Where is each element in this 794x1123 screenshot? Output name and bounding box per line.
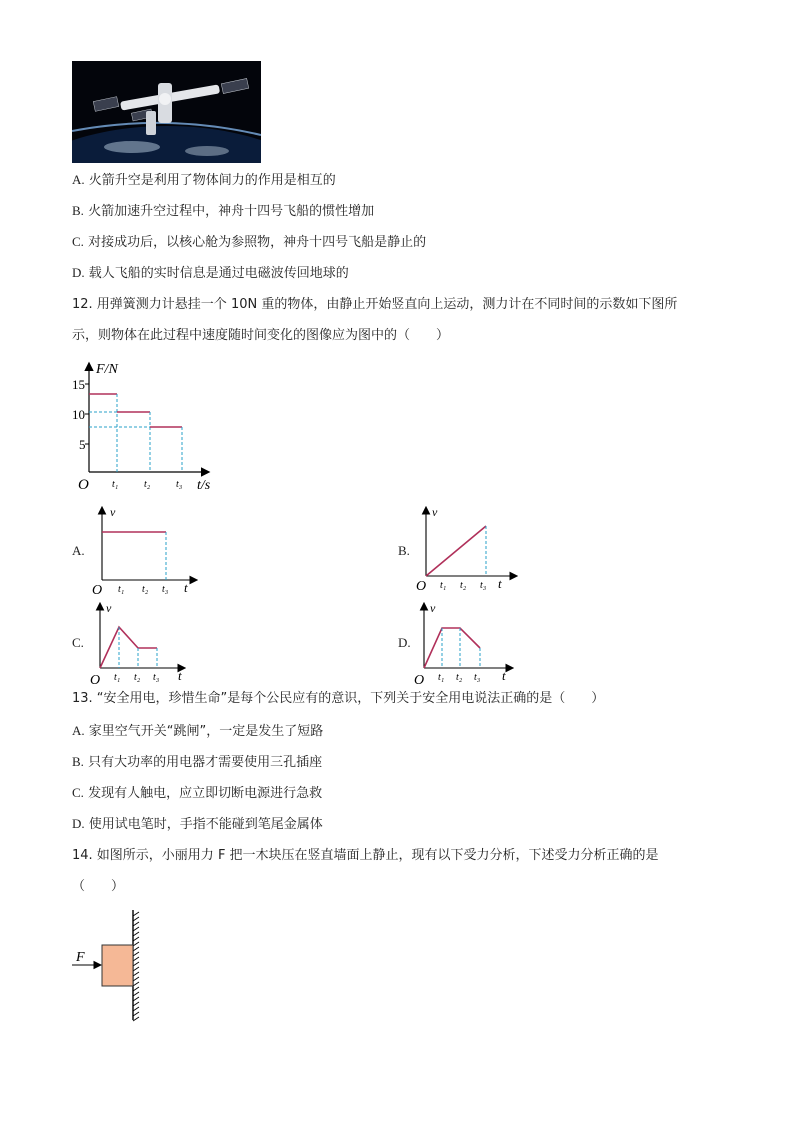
q11-option-b: B. 火箭加速升空过程中，神舟十四号飞船的惯性增加 xyxy=(72,203,375,219)
svg-text:t₁: t₁ xyxy=(440,580,447,591)
choice-b-letter: B. xyxy=(398,543,410,558)
hatch-stroke xyxy=(133,947,139,951)
q13-option-b: B. 只有大功率的用电器才需要使用三孔插座 xyxy=(72,754,323,770)
svg-text:v: v xyxy=(430,601,436,615)
svg-text:t₂: t₂ xyxy=(142,584,149,595)
q14-stem-line1: 14. 如图所示，小丽用力 F 把一木块压在竖直墙面上静止，现有以下受力分析，下述受力分析正确的是 xyxy=(72,848,659,863)
hatch-stroke xyxy=(133,992,139,996)
f-axis-label: F/N xyxy=(96,362,118,377)
hatch-stroke xyxy=(133,1007,139,1011)
svg-text:t₂: t₂ xyxy=(456,672,463,683)
svg-text:O: O xyxy=(414,673,425,688)
q12-stem-line2: 示，则物体在此过程中速度随时间变化的图像应为图中的（ ） xyxy=(72,328,450,343)
q13-stem: 13. “安全用电，珍惜生命”是每个公民应有的意识，下列关于安全用电说法正确的是（ ） xyxy=(72,691,605,706)
hatch-stroke xyxy=(133,932,139,936)
block-wall-diagram xyxy=(70,908,150,1024)
choice-d-dashes xyxy=(442,628,480,668)
q11-option-a: A. 火箭升空是利用了物体间力的作用是相互的 xyxy=(72,172,336,188)
svg-text:v: v xyxy=(432,505,438,519)
wall-hatching xyxy=(133,912,139,1021)
hatch-stroke xyxy=(133,922,139,926)
hatch-stroke xyxy=(133,917,139,921)
svg-text:O: O xyxy=(92,583,103,598)
hatch-stroke xyxy=(133,997,139,1001)
svg-text:t₃: t₃ xyxy=(153,672,160,683)
q13-option-a: A. 家里空气开关“跳闸”，一定是发生了短路 xyxy=(72,723,324,739)
q12-stem-line1: 12. 用弹簧测力计悬挂一个 10N 重的物体，由静止开始竖直向上运动，测力计在不同时间的示数如下图所 xyxy=(72,297,678,312)
hatch-stroke xyxy=(133,987,139,991)
hatch-stroke xyxy=(133,927,139,931)
choice-b-graph xyxy=(414,502,529,598)
f-tick-15: 15 xyxy=(72,377,85,392)
q14-stem-line2: （ ） xyxy=(72,879,125,894)
hatch-stroke xyxy=(133,942,139,946)
q13-option-d: D. 使用试电笔时，手指不能碰到笔尾金属体 xyxy=(72,816,323,832)
f-axis-x-label: t/s xyxy=(197,478,211,493)
hatch-stroke xyxy=(133,1002,139,1006)
q11-option-d: D. 载人飞船的实时信息是通过电磁波传回地球的 xyxy=(72,265,349,281)
q11-option-c: C. 对接成功后，以核心舱为参照物，神舟十四号飞船是静止的 xyxy=(72,234,427,250)
choice-a-letter: A. xyxy=(72,543,85,558)
f-tick-t2: t₂ xyxy=(144,479,151,490)
choice-d-curve xyxy=(424,628,480,668)
hatch-stroke xyxy=(133,1017,139,1021)
svg-text:t₂: t₂ xyxy=(460,580,467,591)
svg-text:t₁: t₁ xyxy=(114,672,121,683)
choice-c-letter: C. xyxy=(72,635,84,650)
f-origin: O xyxy=(78,477,89,493)
choice-d-graph xyxy=(414,600,524,690)
svg-text:O: O xyxy=(90,673,101,688)
svg-text:O: O xyxy=(416,579,427,594)
space-station-photo xyxy=(72,61,261,163)
f-tick-5: 5 xyxy=(79,437,86,452)
svg-text:t₃: t₃ xyxy=(480,580,487,591)
hatch-stroke xyxy=(133,977,139,981)
choice-c-curve xyxy=(100,627,157,668)
svg-text:t₁: t₁ xyxy=(118,584,125,595)
hatch-stroke xyxy=(133,982,139,986)
svg-text:t: t xyxy=(502,668,506,683)
svg-text:t₃: t₃ xyxy=(162,584,169,595)
choice-d-letter: D. xyxy=(398,635,411,650)
svg-text:t: t xyxy=(184,580,188,595)
svg-text:v: v xyxy=(110,505,116,519)
hatch-stroke xyxy=(133,967,139,971)
svg-text:t: t xyxy=(178,668,182,683)
hatch-stroke xyxy=(133,912,139,916)
q13-option-c: C. 发现有人触电，应立即切断电源进行急救 xyxy=(72,785,323,801)
hatch-stroke xyxy=(133,1012,139,1016)
hatch-stroke xyxy=(133,972,139,976)
svg-text:t₃: t₃ xyxy=(474,672,481,683)
force-time-graph xyxy=(70,356,230,496)
f-tick-t1: t₁ xyxy=(112,479,119,490)
svg-text:t: t xyxy=(498,576,502,591)
choice-c-graph xyxy=(90,600,195,690)
f-tick-t3: t₃ xyxy=(176,479,183,490)
f-tick-10: 10 xyxy=(72,407,85,422)
svg-text:t₂: t₂ xyxy=(134,672,141,683)
choice-a-graph xyxy=(90,502,205,598)
hatch-stroke xyxy=(133,957,139,961)
choice-b-curve xyxy=(426,526,486,576)
svg-text:v: v xyxy=(106,601,112,615)
force-label: F xyxy=(76,950,85,965)
svg-text:t₁: t₁ xyxy=(438,672,445,683)
force-segments xyxy=(89,394,182,472)
hatch-stroke xyxy=(133,937,139,941)
wood-block xyxy=(102,945,133,986)
hatch-stroke xyxy=(133,952,139,956)
hatch-stroke xyxy=(133,962,139,966)
